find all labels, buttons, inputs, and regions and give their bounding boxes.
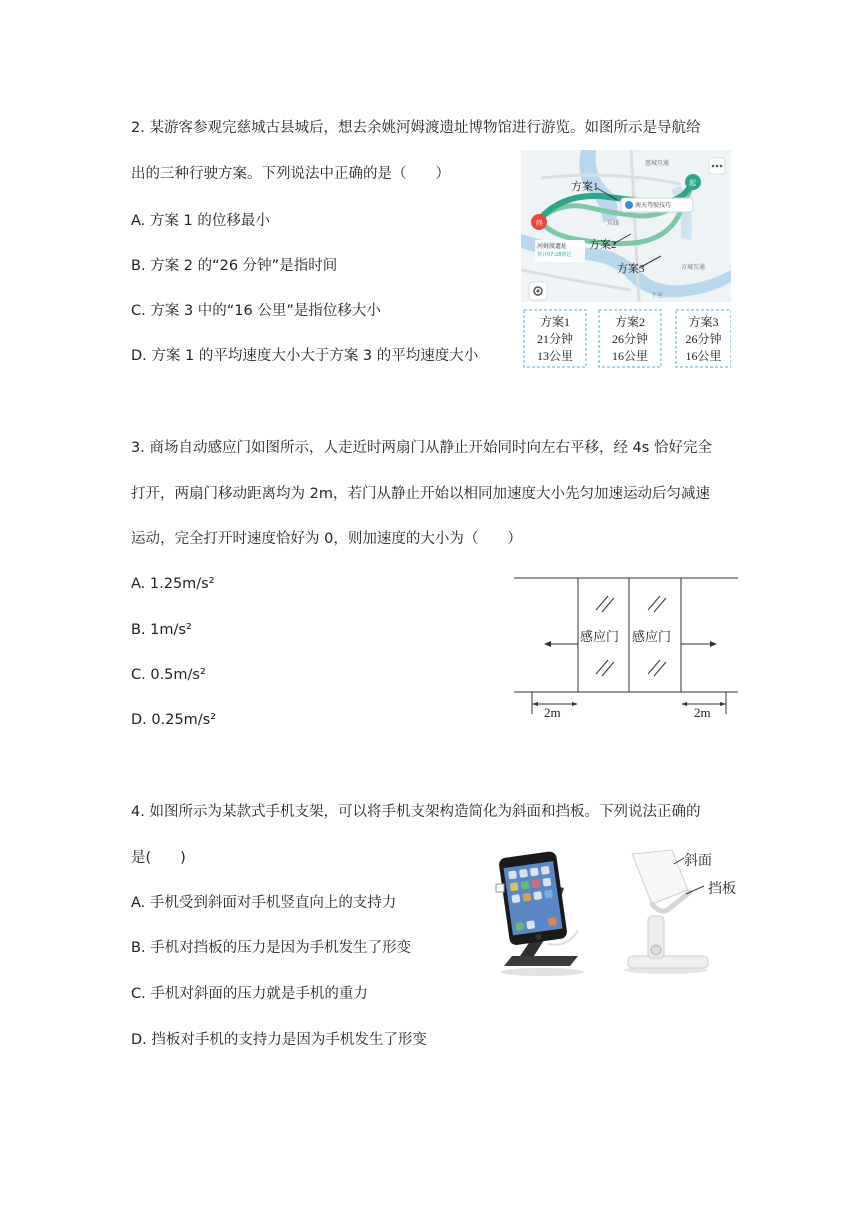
left-dimension-label: 2m [544, 705, 561, 720]
right-dimension-label: 2m [694, 705, 711, 720]
road-label-3: 下应 [651, 292, 664, 299]
q4-option-a: A. 手机受到斜面对手机竖直向上的支持力 [131, 895, 397, 911]
q4-stem-line1: 4. 如图所示为某款式手机支架，可以将手机支架构造简化为斜面和挡板。下列说法正确的 [131, 804, 701, 820]
q2-option-a: A. 方案 1 的位移最小 [131, 213, 270, 229]
baffle-label: 挡板 [708, 881, 736, 897]
route-label-3: 方案3 [617, 263, 645, 275]
q3-stem-line2: 打开，两扇门移动距离均为 2m，若门从静止开始以相同加速度大小先匀加速运动后匀减速 [131, 486, 710, 502]
road-label-4: 方城互通 [681, 264, 706, 271]
door-left-label: 感应门 [580, 629, 620, 644]
road-label-1: 慈城互通 [645, 160, 670, 167]
route-label-1: 方案1 [571, 181, 599, 193]
plan-2-time: 26分钟 [611, 332, 648, 346]
q4-option-b: B. 手机对挡板的压力是因为手机发生了形变 [131, 940, 412, 956]
q4-option-c: C. 手机对斜面的压力就是手机的重力 [131, 986, 368, 1002]
q2-option-d: D. 方案 1 的平均速度大小大于方案 3 的平均速度大小 [131, 348, 479, 364]
plan-1-time: 21分钟 [536, 332, 573, 346]
q4-stem-line2: 是( ) [131, 850, 186, 866]
route-label-2: 方案2 [589, 239, 617, 251]
plan-card-2 [599, 314, 661, 365]
plan-1-distance: 13公里 [536, 349, 573, 363]
origin-chip: 起 [689, 179, 696, 187]
plan-2-distance: 16公里 [611, 349, 648, 363]
q2-stem-line1: 2. 某游客参观完慈城古县城后，想去余姚河姆渡遗址博物馆进行游览。如图所示是导航给 [131, 120, 701, 136]
plan-2-name: 方案2 [614, 315, 645, 329]
plan-card-1 [524, 314, 586, 365]
q3-option-b: B. 1m/s² [131, 622, 192, 638]
plan-card-3 [676, 314, 731, 365]
phone-stand-photo [490, 848, 590, 978]
q3-stem-line1: 3. 商场自动感应门如图所示，人走近时两扇门从静止开始同时向左右平移，经 4s 恰好完全 [131, 440, 712, 456]
q4-option-d: D. 挡板对手机的支持力是因为手机发生了形变 [131, 1032, 427, 1048]
q2-stem-line2: 出的三种行驶方案。下列说法中正确的是（ ） [131, 166, 450, 182]
place-chip: 南天驾驶技巧 [635, 202, 672, 209]
q2-option-b: B. 方案 2 的“26 分钟”是指时间 [131, 258, 338, 274]
q2-option-c: C. 方案 3 中的“16 公里”是指位移大小 [131, 303, 381, 319]
plan-1-name: 方案1 [539, 315, 570, 329]
folding-stand-photo [616, 846, 746, 976]
door-right-label: 感应门 [632, 629, 672, 644]
sliding-door-figure [512, 574, 740, 724]
destination-eta: 预计07:28到达 [537, 252, 572, 258]
navigation-map-figure [521, 150, 731, 372]
plan-3-time: 26分钟 [685, 332, 722, 346]
q3-option-c: C. 0.5m/s² [131, 667, 206, 683]
plan-3-name: 方案3 [688, 315, 719, 329]
slope-label: 斜面 [684, 853, 712, 869]
plan-3-distance: 16公里 [685, 349, 722, 363]
q3-option-d: D. 0.25m/s² [131, 712, 217, 728]
destination-name: 河姆渡遗址 [537, 243, 568, 250]
q3-stem-line3: 运动，完全打开时速度恰好为 0，则加速度的大小为（ ） [131, 531, 522, 547]
q3-option-a: A. 1.25m/s² [131, 576, 215, 592]
road-label-2: 东线 [607, 220, 620, 227]
end-chip: 终 [536, 219, 543, 227]
